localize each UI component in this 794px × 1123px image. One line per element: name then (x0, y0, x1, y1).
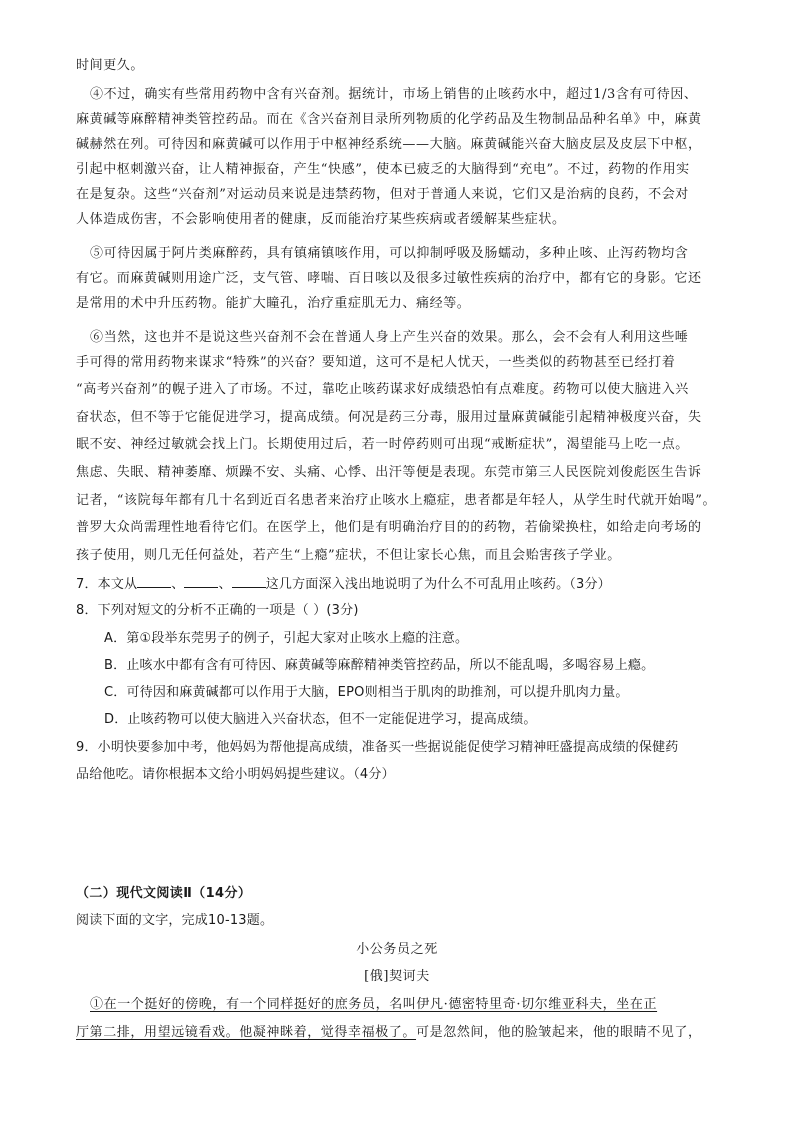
article-line: ⑥当然，这也并不是说这些兴奋剂不会在普通人身上产生兴奋的效果。那么，会不会有人利用这些唾 (90, 330, 689, 345)
question-7-prefix: 7．本文从 (76, 577, 138, 592)
story-title: 小公务员之死 (356, 942, 438, 957)
question-8-option-b[interactable]: B．止咳水中都有含有可待因、麻黄碱等麻醉精神类管控药品，所以不能乱喝，多喝容易上瘾。 (104, 658, 655, 673)
article-line: 焦虑、失眠、精神萎靡、烦躁不安、头痛、心悸、出汗等便是表现。东莞市第三人民医院刘俊彪医生告诉 (76, 465, 702, 480)
article-line: ⑤可待因属于阿片类麻醉药，具有镇痛镇咳作用，可以抑制呼吸及肠蠕动，多种止咳、止泻药物均含 (90, 246, 689, 261)
question-9-line: 9．小明快要参加中考，他妈妈为帮他提高成绩，准备买一些据说能促使学习精神旺盛提高成绩的保健药 (76, 740, 679, 755)
article-line: 手可得的常用药物来谋求“特殊”的兴奋？要知道，这可不是杞人忧天，一些类似的药物甚至已经打着 (76, 355, 676, 370)
story-paragraph-line (90, 997, 657, 1013)
article-line: 碱赫然在列。可待因和麻黄碱可以作用于中枢神经系统——大脑。麻黄碱能兴奋大脑皮层及皮层下中枢， (76, 137, 702, 152)
question-7-separator: 、 (171, 577, 185, 592)
underlined-sentence: 厅第二排，用望远镜看戏。他凝神眯着，觉得幸福极了。 (76, 1025, 417, 1040)
article-line: 人体造成伤害，不会影响使用者的健康，反而能治疗某些疾病或者缓解某些症状。 (76, 212, 566, 227)
article-line: 时间更久。 (76, 58, 145, 73)
question-8-option-a[interactable]: A．第①段举东莞男子的例子，引起大家对止咳水上瘾的注意。 (104, 631, 469, 646)
article-line: ④不过，确实有些常用药物中含有兴奋剂。据统计，市场上销售的止咳药水中，超过1/3含有可待因、 (90, 87, 698, 102)
article-line: 在是复杂。这些“兴奋剂”对运动员来说是违禁药物，但对于普通人来说，它们又是治病的良药，不会对 (76, 187, 689, 202)
question-8-option-c[interactable]: C．可待因和麻黄碱都可以作用于大脑，EPO则相当于肌肉的助推剂，可以提升肌肉力量。 (104, 685, 629, 700)
answer-blank-1[interactable] (137, 575, 171, 588)
article-line: 普罗大众尚需理性地看待它们。在医学上，他们是有明确治疗目的的药物，若偷梁换柱，如给走向考场的 (76, 520, 702, 535)
section-instruction: 阅读下面的文字，完成10-13题。 (76, 913, 274, 928)
question-7-separator: 、 (218, 577, 232, 592)
article-line: “高考兴奋剂”的幌子进入了市场。不过，靠吃止咳药谋求好成绩恐怕有点难度。药物可以使大脑进入兴 (76, 382, 689, 397)
article-line: 是常用的术中升压药物。能扩大瞳孔，治疗重症肌无力、痛经等。 (76, 296, 471, 311)
question-8-stem: 8．下列对短文的分析不正确的一项是（ ）(3分) (76, 603, 359, 618)
story-text: 可是忽然间，他的脸皱起来，他的眼睛不见了， (416, 1025, 702, 1040)
article-line: 引起中枢刺激兴奋，让人精神振奋，产生“快感”，使本已疲乏的大脑得到“充电”。不过，药物的作用实 (76, 162, 690, 177)
article-line: 有它。而麻黄碱则用途广泛，支气管、哮喘、百日咳以及很多过敏性疾病的治疗中，都有它的身影。它还 (76, 271, 702, 286)
answer-blank-3[interactable] (232, 575, 266, 588)
section-heading: （二）现代文阅读Ⅱ（14分） (76, 886, 252, 901)
answer-area[interactable] (76, 790, 716, 880)
question-7-suffix: 这几方面深入浅出地说明了为什么不可乱用止咳药。（3分） (265, 577, 611, 592)
underlined-sentence: ①在一个挺好的傍晚，有一个同样挺好的庶务员，名叫伊凡·德密特里奇·切尔维亚科夫，坐在正 (90, 997, 658, 1012)
article-line: 孩子使用，则几无任何益处，若产生“上瘾”症状，不但让家长心焦，而且会贻害孩子学业。 (76, 548, 621, 563)
article-line: 麻黄碱等麻醉精神类管控药品。而在《含兴奋剂目录所列物质的化学药品及生物制品品种名单》中，麻黄 (76, 112, 702, 127)
question-8-option-d[interactable]: D．止咳药物可以使大脑进入兴奋状态，但不一定能促进学习，提高成绩。 (104, 712, 537, 727)
story-paragraph-line (76, 1025, 702, 1041)
question-7 (76, 575, 611, 593)
answer-blank-2[interactable] (184, 575, 218, 588)
story-author: [俄]契诃夫 (364, 969, 430, 984)
question-9-line: 品给他吃。请你根据本文给小明妈妈提些建议。（4分） (76, 767, 395, 782)
article-line: 眠不安、神经过敏就会找上门。长期使用过后，若一时停药则可出现“戒断症状”，渴望能马上吃一点。 (76, 437, 689, 452)
article-line: 记者，“该院每年都有几十名到近百名患者来治疗止咳水上瘾症，患者都是年轻人，从学生时代就开始喝”。 (76, 493, 717, 508)
article-line: 奋状态，但不等于它能促进学习，提高成绩。何况是药三分毒，服用过量麻黄碱能引起精神极度兴奋，失 (76, 410, 702, 425)
